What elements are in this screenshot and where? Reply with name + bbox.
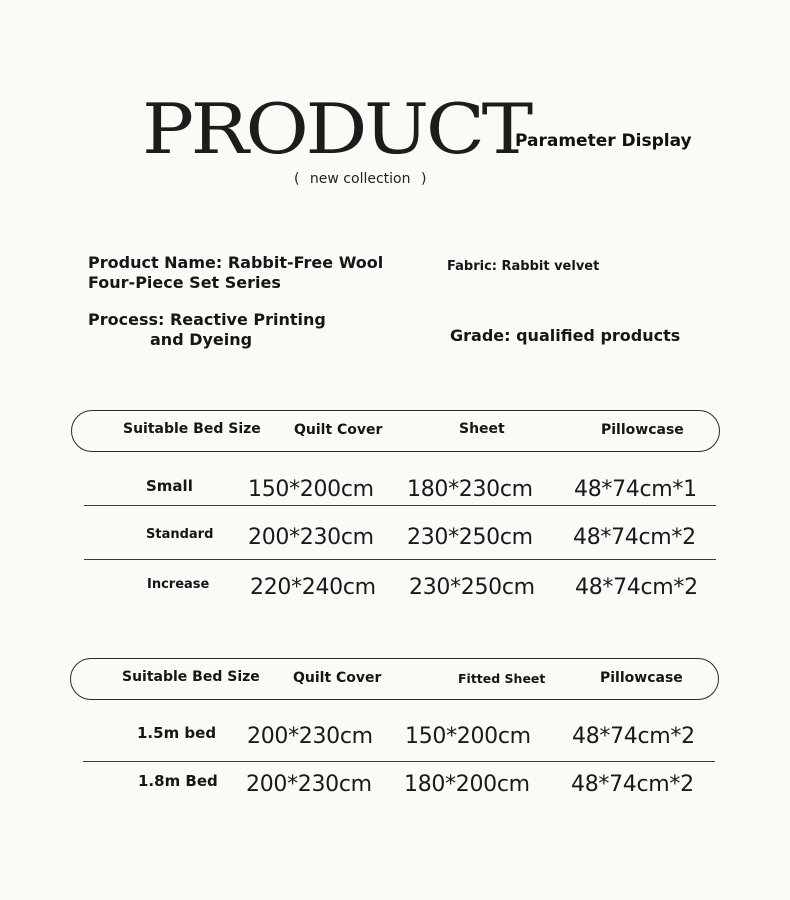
table1-header-size: Suitable Bed Size bbox=[123, 421, 261, 437]
table1-row1-pillow: 48*74cm*1 bbox=[574, 477, 697, 502]
table1-header-quilt: Quilt Cover bbox=[294, 422, 383, 438]
table2-row1-size: 1.5m bed bbox=[137, 724, 217, 742]
table2-header-fitted-sheet: Fitted Sheet bbox=[458, 671, 546, 686]
table2-header-size: Suitable Bed Size bbox=[122, 669, 260, 685]
table1-divider-2 bbox=[84, 559, 716, 560]
grade-info: Grade: qualified products bbox=[450, 326, 681, 345]
page-subtitle: Parameter Display bbox=[515, 131, 692, 151]
table1-row1-size: Small bbox=[146, 477, 193, 495]
table1-row3-pillow: 48*74cm*2 bbox=[575, 575, 698, 600]
table2-row1-quilt: 200*230cm bbox=[247, 724, 373, 749]
table1-row2-sheet: 230*250cm bbox=[407, 525, 533, 550]
product-name-line1: Product Name: Rabbit-Free Wool bbox=[88, 253, 384, 272]
table1-header-pillowcase: Pillowcase bbox=[601, 422, 684, 438]
table2-row1-pillow: 48*74cm*2 bbox=[572, 724, 695, 749]
table2-row2-pillow: 48*74cm*2 bbox=[571, 772, 694, 797]
table2-row2-size: 1.8m Bed bbox=[138, 772, 218, 790]
table2-header-pillowcase: Pillowcase bbox=[600, 670, 683, 686]
collection-close-paren: ) bbox=[420, 171, 427, 187]
process-line1: Process: Reactive Printing bbox=[88, 310, 326, 329]
table1-row1-quilt: 150*200cm bbox=[248, 477, 374, 502]
process-line2: and Dyeing bbox=[150, 330, 253, 349]
table2-row2-quilt: 200*230cm bbox=[246, 772, 372, 797]
table1-row2-pillow: 48*74cm*2 bbox=[573, 525, 696, 550]
collection-tag bbox=[288, 171, 432, 187]
table1-divider-1 bbox=[84, 505, 716, 506]
page-title: PRODUCT bbox=[142, 90, 530, 170]
product-name bbox=[88, 253, 383, 293]
collection-label: new collection bbox=[309, 171, 411, 187]
table1-row2-quilt: 200*230cm bbox=[248, 525, 374, 550]
table2-row2-sheet: 180*200cm bbox=[404, 772, 530, 797]
collection-open-paren: ( bbox=[294, 171, 300, 187]
fabric-info: Fabric: Rabbit velvet bbox=[447, 259, 600, 274]
table1-row2-size: Standard bbox=[146, 527, 214, 542]
table1-row3-quilt: 220*240cm bbox=[250, 575, 376, 600]
table2-row1-sheet: 150*200cm bbox=[405, 724, 531, 749]
table2-divider-1 bbox=[83, 761, 715, 762]
table1-row3-size: Increase bbox=[147, 577, 210, 592]
product-name-line2: Four-Piece Set Series bbox=[88, 273, 281, 292]
table1-header-sheet: Sheet bbox=[459, 421, 505, 437]
table1-row3-sheet: 230*250cm bbox=[409, 575, 535, 600]
table2-header-quilt: Quilt Cover bbox=[293, 670, 382, 686]
table1-row1-sheet: 180*230cm bbox=[407, 477, 533, 502]
process-info bbox=[88, 310, 326, 350]
